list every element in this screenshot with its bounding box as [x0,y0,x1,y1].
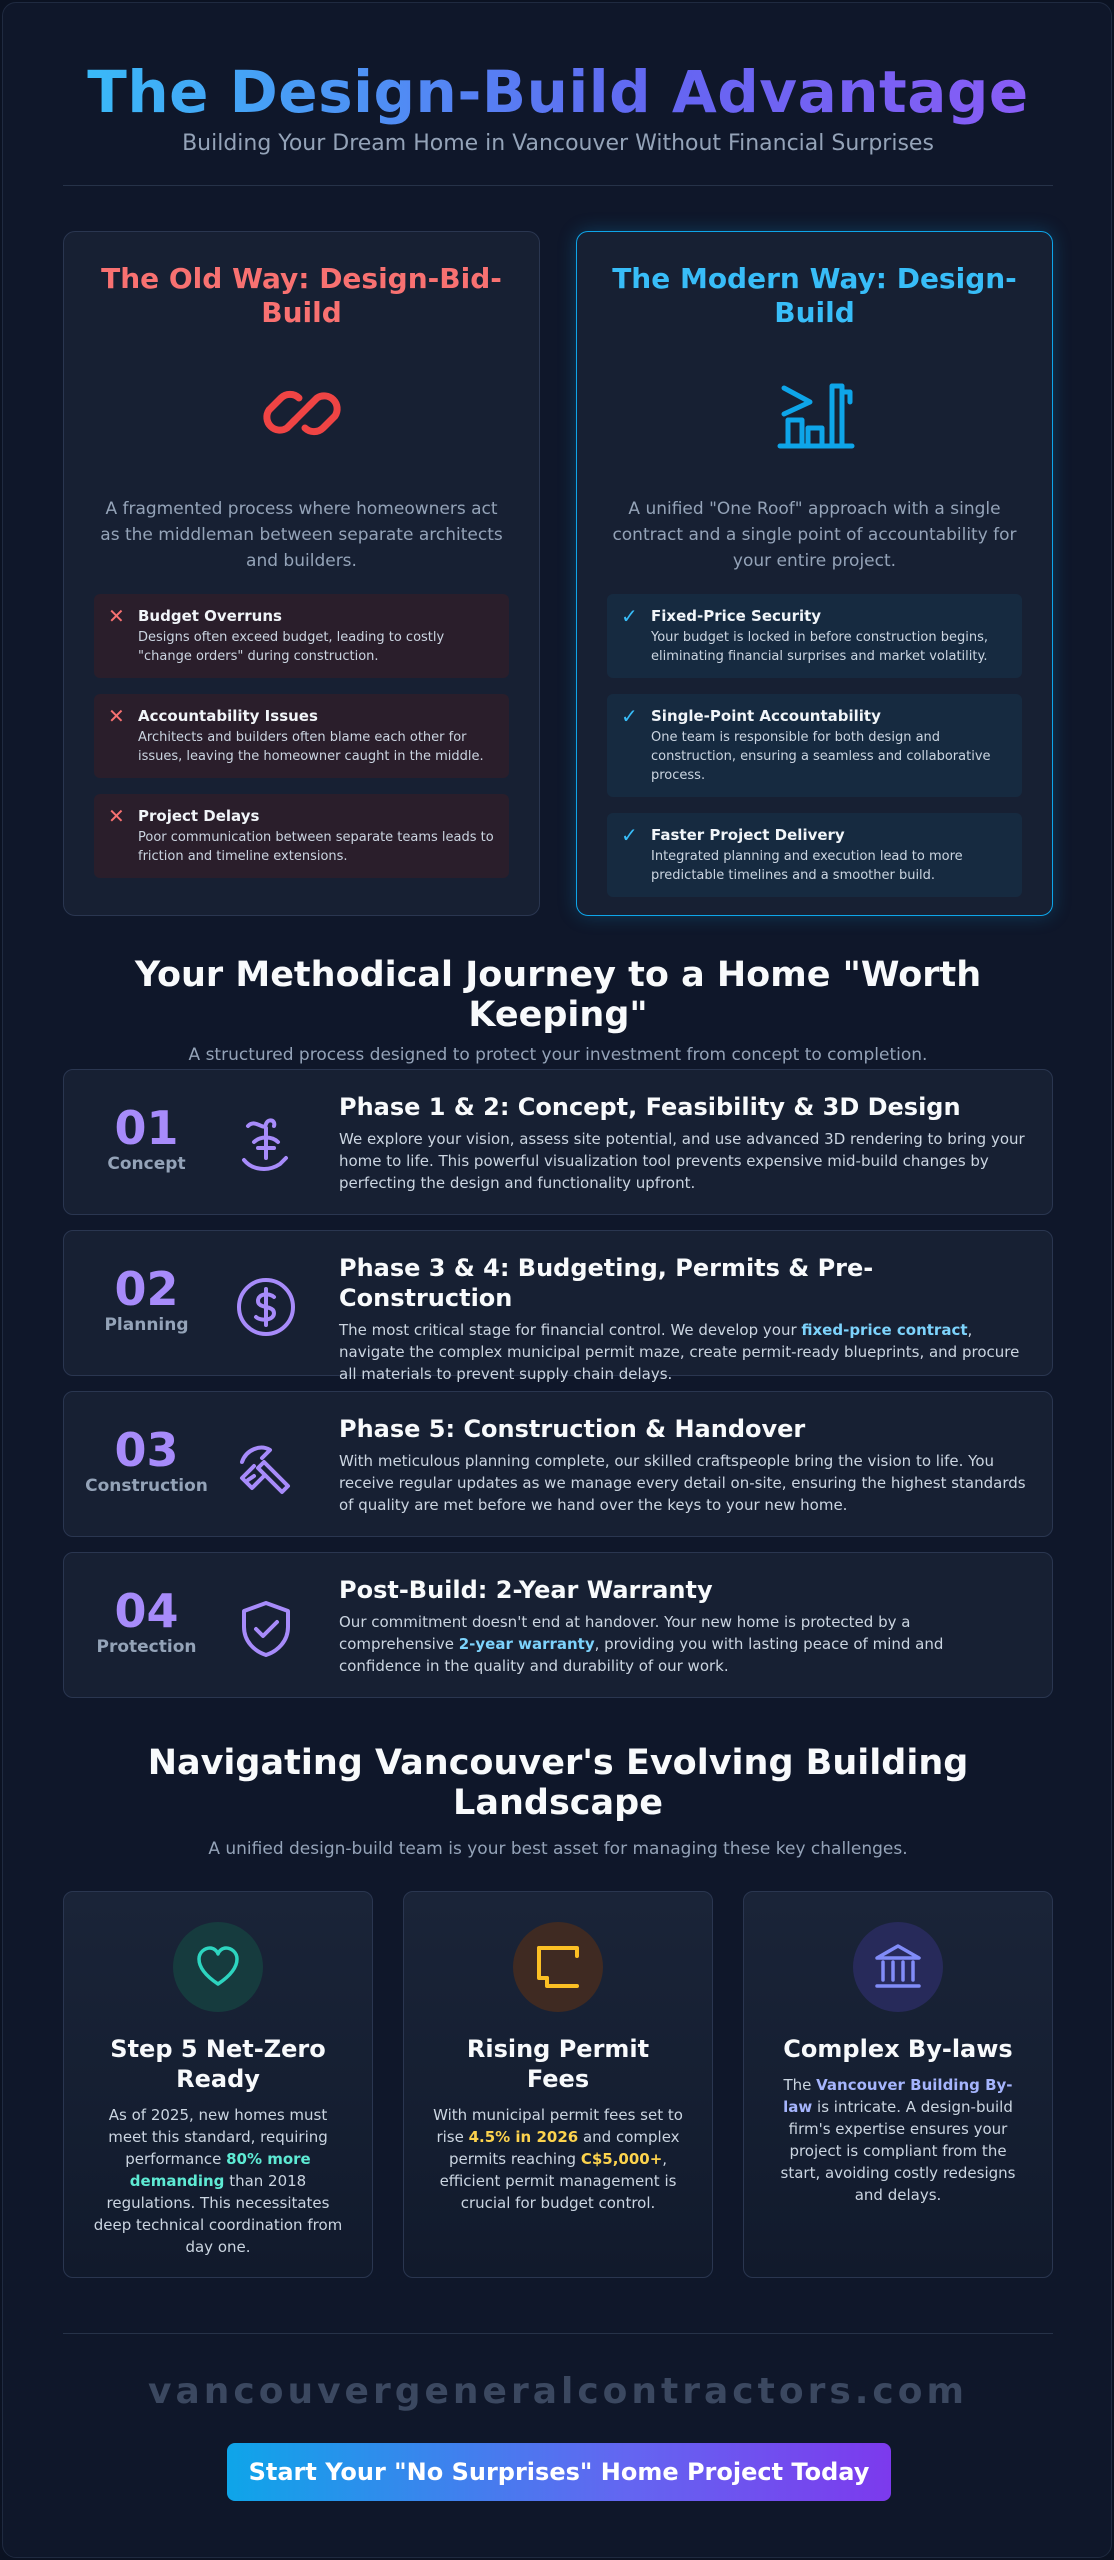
challenge-text: The Vancouver Building By-law is intricate. A design-build firm's expertise ensures your project is compliant from the start, avoiding costly redesigns and delays. [780,2076,1016,2204]
start-project-button[interactable]: Start Your "No Surprises" Home Project Today [227,2443,891,2501]
item-title: Single-Point Accountability [651,707,881,725]
phase-body [339,1575,1029,1677]
phase-title: Phase 5: Construction & Handover [339,1415,806,1443]
challenge-title: Step 5 Net-Zero Ready [110,2035,326,2093]
challenge-title: Rising Permit Fees [466,2035,650,2093]
phase-body [339,1253,1029,1385]
building-columns-icon [853,1922,943,2012]
comparison-section [63,231,1053,916]
permit-frame-icon [513,1922,603,2012]
item-text: One team is responsible for both design and construction, ensuring a seamless and collaborative process. [651,730,991,783]
check-icon: ✓ [621,823,638,847]
phase-num: 02 [114,1262,179,1316]
list-item [607,813,1022,897]
item-title: Budget Overruns [138,607,282,625]
list-item [607,694,1022,797]
phase-number [64,1584,229,1657]
modern-way-title: The Modern Way: Design-Build [612,262,1017,329]
vancouver-title: Navigating Vancouver's Evolving Building Landscape [147,1743,969,1823]
highlight-text: Vancouver Building By-law [783,2076,1013,2116]
journey-title: Your Methodical Journey to a Home "Worth Keeping" [134,955,982,1035]
modern-way-description: A unified "One Roof" approach with a single contract and a single point of accountability for your entire project. [612,499,1017,571]
list-item [94,794,509,878]
phase-card [63,1552,1053,1698]
item-text: Your budget is locked in before construction begins, eliminating financial surprises and market volatility. [651,630,988,664]
hero-header [63,57,1053,156]
check-icon: ✓ [621,704,638,728]
item-text: Architects and builders often blame each other for issues, leaving the homeowner caught in the middle. [138,730,484,764]
phase-number [64,1101,229,1174]
challenge-text: As of 2025, new homes must meet this standard, requiring performance 80% more demanding than 2018 regulations. This necessitates deep technical coordination from day one. [93,2106,343,2256]
vancouver-subtitle: A unified design-build team is your best asset for managing these key challenges. [208,1839,908,1859]
dollar-icon [234,1275,298,1339]
phase-label: Protection [96,1637,197,1657]
phase-text: With meticulous planning complete, our skilled craftspeople bring the vision to life. You receive regular updates as we manage every detail on-site, ensuring the highest standards of quality are met before we hand over the keys to your new home. [339,1452,1026,1514]
phase-card [63,1391,1053,1537]
journey-header [63,955,1053,1065]
old-way-description: A fragmented process where homeowners act as the middleman between separate architects and builders. [100,499,503,571]
modern-way-list [607,594,1022,897]
broken-link-icon [257,368,347,458]
check-icon: ✓ [621,604,638,628]
highlight-text: 80% more demanding [129,2150,311,2190]
phase-label: Concept [107,1154,186,1174]
footer-divider [63,2333,1053,2334]
hammer-icon [234,1436,298,1500]
list-item [94,594,509,678]
phase-num: 04 [114,1584,179,1638]
item-title: Fixed-Price Security [651,607,822,625]
page-subtitle: Building Your Dream Home in Vancouver Without Financial Surprises [182,131,934,156]
list-item [94,694,509,778]
item-text: Designs often exceed budget, leading to costly "change orders" during construction. [138,630,445,664]
item-text: Poor communication between separate teams leads to friction and timeline extensions. [138,830,494,864]
old-way-list [94,594,509,878]
phase-label: Planning [104,1315,189,1335]
phase-body [339,1092,1029,1194]
phase-label: Construction [85,1476,208,1496]
phase-num: 03 [114,1423,179,1477]
challenge-card [743,1891,1053,2278]
challenge-text: With municipal permit fees set to rise 4.5% in 2026 and complex permits reaching C$5,000+, efficient permit management is crucial for budget control. [433,2106,683,2212]
challenge-card [403,1891,713,2278]
phase-num: 01 [114,1101,179,1155]
item-text: Integrated planning and execution lead to more predictable timelines and a smoother build. [651,849,963,883]
highlight-text: 4.5% in 2026 [468,2128,579,2146]
shield-check-icon [234,1597,298,1661]
idea-hand-icon [234,1114,298,1178]
highlight-text: 2-year warranty [458,1635,595,1653]
phase-text: Our commitment doesn't end at handover. Your new home is protected by a comprehensive 2-year warranty, providing you with lasting peace of mind and confidence in the quality and durability of our work. [339,1613,944,1675]
phase-card [63,1230,1053,1383]
heart-icon [173,1922,263,2012]
x-icon: ✕ [108,604,125,628]
old-way-card [63,231,540,916]
phase-title: Phase 1 & 2: Concept, Feasibility & 3D Design [339,1093,961,1121]
old-way-title: The Old Way: Design-Bid-Build [101,262,502,329]
infographic-page [2,2,1112,2558]
challenge-title: Complex By-laws [783,2035,1013,2063]
phase-number [64,1262,229,1335]
highlight-text: C$5,000+ [580,2150,663,2168]
phase-text: The most critical stage for financial control. We develop your fixed-price contract, navigate the complex municipal permit maze, create permit-ready blueprints, and procure all materials to prevent supply chain delays. [339,1321,1020,1383]
challenge-cards [63,1891,1053,2278]
item-title: Accountability Issues [138,707,318,725]
crane-building-icon [770,368,860,458]
list-item [607,594,1022,678]
item-title: Faster Project Delivery [651,826,845,844]
vancouver-header [63,1743,1053,1859]
journey-subtitle: A structured process designed to protect your investment from concept to completion. [188,1045,928,1065]
phase-number [64,1423,229,1496]
highlight-text: fixed-price contract [801,1321,968,1339]
phase-title: Phase 3 & 4: Budgeting, Permits & Pre-Construction [339,1254,874,1312]
header-divider [63,185,1053,186]
modern-way-card [576,231,1053,916]
x-icon: ✕ [108,704,125,728]
page-title: The Design-Build Advantage [63,57,1053,127]
x-icon: ✕ [108,804,125,828]
site-url: vancouvergeneralcontractors.com [147,2371,969,2412]
phase-text: We explore your vision, assess site potential, and use advanced 3D rendering to bring your home to life. This powerful visualization tool prevents expensive mid-build changes by perfecting the design and functionality upfront. [339,1130,1025,1192]
phase-title: Post-Build: 2-Year Warranty [339,1576,713,1604]
phase-body [339,1414,1029,1516]
item-title: Project Delays [138,807,260,825]
phase-list [63,1069,1053,1713]
challenge-card [63,1891,373,2278]
phase-card [63,1069,1053,1215]
